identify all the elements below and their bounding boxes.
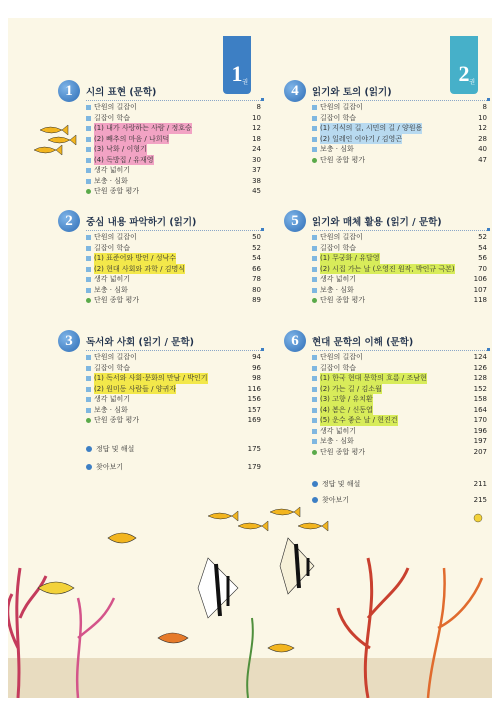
toc-entry-text: 길잡이 학습 — [320, 113, 357, 122]
volume-1-number: 1 — [231, 61, 243, 86]
toc-entry-page: 118 — [473, 296, 487, 304]
volume-2-number: 2 — [458, 61, 470, 86]
chapter-2-title: 중심 내용 파악하기 (읽기) — [86, 217, 197, 228]
toc-entry-text: 길잡이 학습 — [94, 243, 131, 252]
chapter-4-title: 읽기와 토의 (읽기) — [312, 87, 392, 98]
toc-entry-text: 단원 종합 평가 — [94, 187, 140, 195]
toc-entry-page: 196 — [473, 426, 487, 435]
toc-entry-text: 단원 종합 평가 — [320, 155, 366, 164]
toc-entry-text: 단원의 길잡이 — [320, 233, 363, 241]
toc-entry-page: 52 — [252, 243, 261, 252]
toc-entry-page: 124 — [473, 353, 487, 361]
toc-entry-page: 207 — [473, 447, 487, 456]
toc-entry-text: 길잡이 학습 — [94, 113, 131, 122]
toc-entry-page: 157 — [247, 405, 261, 414]
toc-entry-page: 18 — [252, 134, 261, 143]
toc-entry-text: (1) 지식의 길, 시민의 길 / 양원용 — [320, 124, 423, 132]
toc-entry-text: (2) 원미동 사람들 / 양귀자 — [94, 384, 177, 393]
toc-entry-text: 보충 · 심화 — [94, 176, 128, 185]
toc-entry-text: 길잡이 학습 — [320, 243, 357, 252]
toc-entry-page: 80 — [252, 285, 261, 294]
toc-entry-text: 보충 · 심화 — [94, 405, 128, 414]
toc-entry-text: 보충 · 심화 — [320, 145, 354, 153]
toc-entry-page: 164 — [473, 405, 487, 414]
toc-entry-text: (1) 표준어와 방언 / 성낙수 — [94, 254, 177, 262]
toc-entry-page: 56 — [478, 254, 487, 262]
toc-entry-text: (3) 낙화 / 이형기 — [94, 145, 147, 153]
toc-entry-page: 78 — [252, 275, 261, 283]
toc-entry-page: 126 — [473, 363, 487, 372]
toc-entry-text: 생각 넓히기 — [94, 395, 131, 403]
fish-icon — [34, 125, 328, 531]
toc-entry-page: 197 — [473, 437, 487, 445]
toc-entry-text: (1) 내가 사랑하는 사람 / 정호승 — [94, 124, 192, 132]
fish-school-illustration — [8, 18, 492, 538]
chapter-6-title: 현대 문학의 이해 (문학) — [312, 337, 414, 348]
extra-text: 정답 및 해설 — [322, 480, 361, 488]
toc-entry-page: 106 — [473, 275, 487, 283]
toc-entry-text: (2) 가는 길 / 김소월 — [320, 384, 382, 393]
extra-text: 찾아보기 — [322, 496, 350, 504]
toc-entry-page: 66 — [252, 264, 261, 273]
toc-entry-text: (1) 독서와 사회·문화의 만남 / 박인기 — [94, 374, 208, 382]
toc-entry-page: 47 — [478, 155, 487, 164]
toc-entry-page: 54 — [478, 243, 487, 252]
toc-entry-page: 24 — [252, 145, 261, 153]
toc-entry-text: 보충 · 심화 — [320, 285, 354, 294]
chapter-1-title: 시의 표현 (문학) — [86, 87, 157, 98]
toc-entry-text: 단원의 길잡이 — [320, 353, 363, 361]
toc-entry-page: 40 — [478, 145, 487, 153]
extra-page: 215 — [473, 496, 487, 504]
toc-entry-text: (4) 봄은 / 신동엽 — [320, 405, 373, 414]
extra-page: 179 — [247, 463, 261, 471]
toc-entry-page: 94 — [252, 353, 261, 361]
toc-entry-text: (4) 독방집 / 유재영 — [94, 155, 154, 164]
chapter-1-badge: 1 — [58, 80, 80, 102]
toc-entry-page: 169 — [247, 416, 261, 424]
coral-reef-illustration — [8, 498, 492, 698]
toc-entry-text: 단원 종합 평가 — [94, 416, 140, 424]
toc-entry-text: (2) 현대 사회와 과학 / 김명식 — [94, 264, 186, 273]
toc-entry-text: 단원 종합 평가 — [320, 296, 366, 304]
extra-page: 211 — [473, 480, 487, 488]
extra-text: 찾아보기 — [96, 463, 124, 471]
toc-entry-page: 52 — [478, 233, 487, 241]
chapter-5-title: 읽기와 매체 활용 (읽기 / 문학) — [312, 217, 442, 228]
toc-entry-text: 단원의 길잡이 — [94, 233, 137, 241]
toc-entry-page: 98 — [252, 374, 261, 382]
toc-entry-text: 생각 넓히기 — [320, 426, 357, 435]
toc-entry-text: 단원 종합 평가 — [94, 296, 140, 304]
toc-entry-text: (3) 고향 / 유치환 — [320, 395, 373, 403]
toc-entry-text: 보충 · 심화 — [320, 437, 354, 445]
volume-1-suffix: 권 — [242, 79, 248, 86]
toc-entry-page: 170 — [473, 416, 487, 424]
volume-2-suffix: 권 — [469, 79, 475, 86]
toc-entry-page: 10 — [478, 113, 487, 122]
toc-entry-text: 생각 넓히기 — [320, 275, 357, 283]
toc-entry-page: 8 — [256, 103, 261, 111]
chapter-3-title: 독서와 사회 (읽기 / 문학) — [86, 337, 194, 348]
toc-entry-text: 단원 종합 평가 — [320, 447, 366, 456]
toc-entry-page: 12 — [252, 124, 261, 132]
toc-entry-page: 116 — [247, 384, 261, 393]
toc-entry-page: 50 — [252, 233, 261, 241]
toc-entry-page: 10 — [252, 113, 261, 122]
chapter-2-badge: 2 — [58, 210, 80, 232]
chapter-3-badge: 3 — [58, 330, 80, 352]
chapter-5-badge: 5 — [284, 210, 306, 232]
toc-entry-page: 38 — [252, 176, 261, 185]
toc-entry-text: 보충 · 심화 — [94, 285, 128, 294]
toc-entry-page: 8 — [482, 103, 487, 111]
toc-entry-page: 152 — [473, 384, 487, 393]
toc-entry-text: 생각 넓히기 — [94, 275, 131, 283]
toc-entry-text: 길잡이 학습 — [94, 363, 131, 372]
toc-entry-page: 37 — [252, 166, 261, 174]
toc-entry-text: 생각 넓히기 — [94, 166, 131, 174]
toc-entry-page: 156 — [247, 395, 261, 403]
toc-entry-page: 28 — [478, 134, 487, 143]
toc-page — [8, 18, 492, 698]
toc-entry-text: (1) 무궁화 / 유달영 — [320, 254, 380, 262]
toc-entry-page: 96 — [252, 363, 261, 372]
toc-entry-page: 54 — [252, 254, 261, 262]
toc-entry-text: (1) 한국 현대 문학의 흐름 / 조남현 — [320, 374, 427, 382]
toc-entry-page: 89 — [252, 296, 261, 304]
toc-entry-text: 단원의 길잡이 — [94, 103, 137, 111]
toc-entry-text: 단원의 길잡이 — [94, 353, 137, 361]
toc-entry-page: 12 — [478, 124, 487, 132]
toc-entry-text: (2) 일레인 이야기 / 김영곤 — [320, 134, 403, 143]
toc-entry-text: (2) 빼추의 마음 / 나희덕 — [94, 134, 170, 143]
extra-text: 정답 및 해설 — [96, 445, 135, 453]
toc-entry-text: (5) 운수 좋은 날 / 현진건 — [320, 416, 398, 424]
toc-entry-page: 158 — [473, 395, 487, 403]
toc-entry-page: 107 — [473, 285, 487, 294]
toc-entry-text: 단원의 길잡이 — [320, 103, 363, 111]
chapter-4-badge: 4 — [284, 80, 306, 102]
extra-page: 175 — [247, 445, 261, 453]
toc-entry-page: 45 — [252, 187, 261, 195]
toc-entry-text: (2) 시집 가는 날 (오영진 원작, 박인규 극본) — [320, 264, 455, 273]
toc-entry-page: 30 — [252, 155, 261, 164]
chapter-6-badge: 6 — [284, 330, 306, 352]
toc-entry-page: 70 — [478, 264, 487, 273]
toc-entry-text: 길잡이 학습 — [320, 363, 357, 372]
toc-entry-page: 128 — [473, 374, 487, 382]
